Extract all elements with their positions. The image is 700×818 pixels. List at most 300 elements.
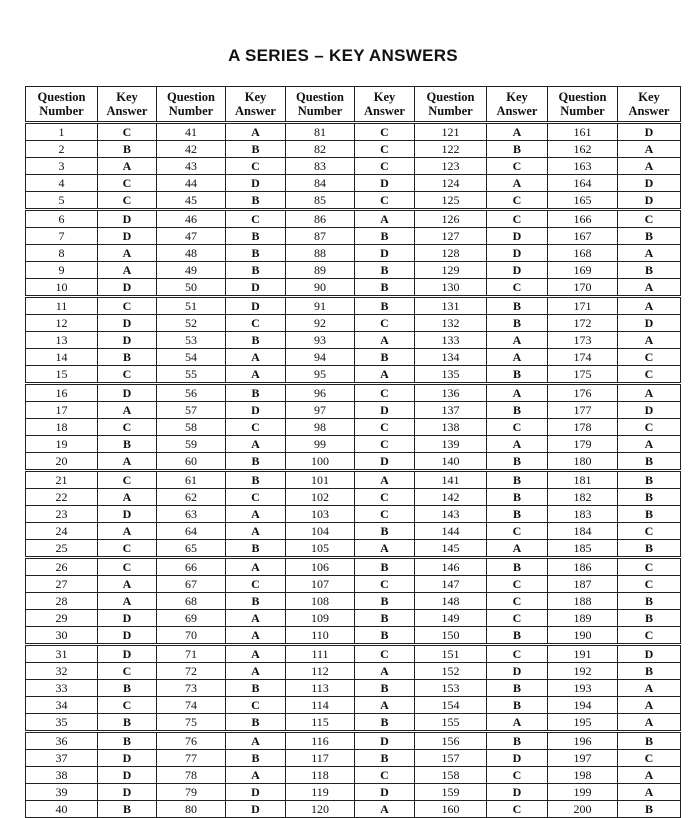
question-number-cell: 190 bbox=[548, 627, 618, 645]
question-number-cell: 46 bbox=[157, 210, 226, 228]
question-number-cell: 109 bbox=[286, 610, 355, 627]
question-number-cell: 188 bbox=[548, 593, 618, 610]
header-row bbox=[26, 87, 681, 123]
question-number-cell: 80 bbox=[157, 801, 226, 818]
key-answer-cell: D bbox=[98, 279, 157, 297]
key-answer-cell: A bbox=[618, 384, 681, 402]
question-number-cell: 96 bbox=[286, 384, 355, 402]
question-number-cell: 52 bbox=[157, 315, 226, 332]
question-number-cell: 199 bbox=[548, 784, 618, 801]
key-answer-cell: C bbox=[355, 645, 415, 663]
key-answer-cell: A bbox=[618, 332, 681, 349]
question-number-cell: 51 bbox=[157, 297, 226, 315]
question-number-cell: 61 bbox=[157, 471, 226, 489]
question-number-cell: 197 bbox=[548, 750, 618, 767]
key-answer-cell: A bbox=[355, 540, 415, 558]
key-answer-cell: C bbox=[355, 192, 415, 210]
key-answer-cell: C bbox=[487, 158, 548, 175]
key-answer-cell: A bbox=[98, 453, 157, 471]
key-answer-cell: D bbox=[355, 175, 415, 192]
key-answer-cell: A bbox=[226, 663, 286, 680]
question-number-cell: 2 bbox=[26, 141, 98, 158]
question-number-cell: 168 bbox=[548, 245, 618, 262]
question-number-cell: 67 bbox=[157, 576, 226, 593]
question-number-cell: 6 bbox=[26, 210, 98, 228]
key-answer-cell: C bbox=[226, 489, 286, 506]
key-answer-cell: C bbox=[618, 750, 681, 767]
key-answer-cell: D bbox=[618, 192, 681, 210]
question-number-cell: 165 bbox=[548, 192, 618, 210]
question-number-cell: 114 bbox=[286, 697, 355, 714]
key-answer-cell: C bbox=[226, 315, 286, 332]
question-number-cell: 150 bbox=[415, 627, 487, 645]
key-answer-cell: A bbox=[618, 697, 681, 714]
key-answer-cell: B bbox=[618, 732, 681, 750]
key-answer-cell: D bbox=[487, 245, 548, 262]
question-number-cell: 185 bbox=[548, 540, 618, 558]
key-answer-cell: B bbox=[355, 297, 415, 315]
key-answer-cell: B bbox=[355, 610, 415, 627]
key-answer-cell: B bbox=[98, 714, 157, 732]
question-number-cell: 45 bbox=[157, 192, 226, 210]
question-number-cell: 108 bbox=[286, 593, 355, 610]
key-answer-cell: B bbox=[618, 540, 681, 558]
question-number-cell: 139 bbox=[415, 436, 487, 453]
header-key-answer: Key Answer bbox=[487, 87, 548, 123]
key-answer-cell: D bbox=[355, 784, 415, 801]
key-answer-cell: A bbox=[487, 175, 548, 192]
question-number-cell: 54 bbox=[157, 349, 226, 366]
question-number-cell: 13 bbox=[26, 332, 98, 349]
key-answer-cell: A bbox=[618, 158, 681, 175]
question-number-cell: 100 bbox=[286, 453, 355, 471]
key-answer-cell: B bbox=[355, 680, 415, 697]
question-number-cell: 92 bbox=[286, 315, 355, 332]
question-number-cell: 87 bbox=[286, 228, 355, 245]
table-row bbox=[26, 419, 681, 436]
table-row bbox=[26, 489, 681, 506]
header-question-number: Question Number bbox=[548, 87, 618, 123]
question-number-cell: 40 bbox=[26, 801, 98, 818]
question-number-cell: 143 bbox=[415, 506, 487, 523]
header-key-answer: Key Answer bbox=[98, 87, 157, 123]
question-number-cell: 66 bbox=[157, 558, 226, 576]
key-answer-cell: A bbox=[226, 366, 286, 384]
question-number-cell: 102 bbox=[286, 489, 355, 506]
key-answer-cell: D bbox=[355, 245, 415, 262]
table-row bbox=[26, 315, 681, 332]
question-number-cell: 174 bbox=[548, 349, 618, 366]
table-row bbox=[26, 279, 681, 297]
key-answer-cell: A bbox=[355, 697, 415, 714]
question-number-cell: 30 bbox=[26, 627, 98, 645]
question-number-cell: 47 bbox=[157, 228, 226, 245]
question-number-cell: 33 bbox=[26, 680, 98, 697]
question-number-cell: 173 bbox=[548, 332, 618, 349]
table-row bbox=[26, 228, 681, 245]
table-row bbox=[26, 349, 681, 366]
question-number-cell: 111 bbox=[286, 645, 355, 663]
key-answer-cell: C bbox=[226, 158, 286, 175]
question-number-cell: 20 bbox=[26, 453, 98, 471]
key-answer-cell: C bbox=[98, 697, 157, 714]
key-answer-cell: B bbox=[618, 453, 681, 471]
question-number-cell: 26 bbox=[26, 558, 98, 576]
key-answer-cell: B bbox=[618, 471, 681, 489]
table-row bbox=[26, 245, 681, 262]
question-number-cell: 74 bbox=[157, 697, 226, 714]
key-answer-cell: D bbox=[226, 297, 286, 315]
key-answer-cell: A bbox=[618, 767, 681, 784]
question-number-cell: 106 bbox=[286, 558, 355, 576]
question-number-cell: 123 bbox=[415, 158, 487, 175]
key-answer-cell: B bbox=[487, 315, 548, 332]
key-answer-cell: D bbox=[226, 279, 286, 297]
question-number-cell: 175 bbox=[548, 366, 618, 384]
table-row bbox=[26, 593, 681, 610]
question-number-cell: 37 bbox=[26, 750, 98, 767]
question-number-cell: 137 bbox=[415, 402, 487, 419]
question-number-cell: 132 bbox=[415, 315, 487, 332]
question-number-cell: 34 bbox=[26, 697, 98, 714]
key-answer-cell: B bbox=[487, 297, 548, 315]
key-answer-cell: D bbox=[618, 645, 681, 663]
question-number-cell: 193 bbox=[548, 680, 618, 697]
key-answer-cell: C bbox=[618, 576, 681, 593]
question-number-cell: 76 bbox=[157, 732, 226, 750]
question-number-cell: 90 bbox=[286, 279, 355, 297]
key-answer-cell: B bbox=[487, 627, 548, 645]
key-answer-cell: D bbox=[618, 175, 681, 192]
key-answer-cell: C bbox=[226, 419, 286, 436]
key-answer-cell: A bbox=[98, 158, 157, 175]
question-number-cell: 98 bbox=[286, 419, 355, 436]
key-answer-cell: C bbox=[98, 540, 157, 558]
question-number-cell: 145 bbox=[415, 540, 487, 558]
key-answer-cell: A bbox=[487, 349, 548, 366]
key-answer-cell: B bbox=[618, 228, 681, 245]
question-number-cell: 22 bbox=[26, 489, 98, 506]
key-answer-cell: B bbox=[98, 801, 157, 818]
question-number-cell: 28 bbox=[26, 593, 98, 610]
header-question-number: Question Number bbox=[286, 87, 355, 123]
question-number-cell: 121 bbox=[415, 123, 487, 141]
key-answer-cell: B bbox=[226, 593, 286, 610]
key-answer-cell: C bbox=[355, 489, 415, 506]
question-number-cell: 79 bbox=[157, 784, 226, 801]
key-answer-cell: C bbox=[355, 506, 415, 523]
key-answer-cell: A bbox=[226, 627, 286, 645]
table-row bbox=[26, 506, 681, 523]
key-answer-cell: C bbox=[618, 558, 681, 576]
key-answer-cell: A bbox=[618, 279, 681, 297]
question-number-cell: 50 bbox=[157, 279, 226, 297]
key-answer-cell: B bbox=[618, 506, 681, 523]
key-answer-cell: B bbox=[355, 627, 415, 645]
key-answer-cell: B bbox=[487, 680, 548, 697]
key-answer-cell: A bbox=[226, 506, 286, 523]
question-number-cell: 48 bbox=[157, 245, 226, 262]
key-answer-cell: D bbox=[355, 453, 415, 471]
table-row bbox=[26, 384, 681, 402]
question-number-cell: 164 bbox=[548, 175, 618, 192]
question-number-cell: 23 bbox=[26, 506, 98, 523]
key-answer-cell: D bbox=[98, 627, 157, 645]
question-number-cell: 176 bbox=[548, 384, 618, 402]
question-number-cell: 81 bbox=[286, 123, 355, 141]
question-number-cell: 187 bbox=[548, 576, 618, 593]
key-answer-cell: B bbox=[618, 663, 681, 680]
key-answer-cell: D bbox=[487, 784, 548, 801]
key-answer-cell: B bbox=[355, 593, 415, 610]
key-answer-cell: C bbox=[355, 141, 415, 158]
key-answer-cell: D bbox=[487, 663, 548, 680]
question-number-cell: 152 bbox=[415, 663, 487, 680]
key-answer-cell: B bbox=[226, 192, 286, 210]
table-row bbox=[26, 436, 681, 453]
question-number-cell: 131 bbox=[415, 297, 487, 315]
key-answer-cell: B bbox=[355, 714, 415, 732]
key-answer-cell: B bbox=[226, 750, 286, 767]
question-number-cell: 43 bbox=[157, 158, 226, 175]
header-question-number: Question Number bbox=[157, 87, 226, 123]
key-answer-cell: A bbox=[355, 210, 415, 228]
key-answer-cell: C bbox=[98, 663, 157, 680]
question-number-cell: 182 bbox=[548, 489, 618, 506]
key-answer-cell: D bbox=[98, 384, 157, 402]
question-number-cell: 136 bbox=[415, 384, 487, 402]
table-row bbox=[26, 576, 681, 593]
key-answer-cell: C bbox=[487, 645, 548, 663]
question-number-cell: 148 bbox=[415, 593, 487, 610]
table-row bbox=[26, 558, 681, 576]
key-answer-cell: D bbox=[487, 750, 548, 767]
question-number-cell: 73 bbox=[157, 680, 226, 697]
key-answer-cell: D bbox=[98, 784, 157, 801]
question-number-cell: 135 bbox=[415, 366, 487, 384]
question-number-cell: 36 bbox=[26, 732, 98, 750]
question-number-cell: 99 bbox=[286, 436, 355, 453]
key-answer-cell: B bbox=[226, 245, 286, 262]
key-answer-cell: B bbox=[487, 558, 548, 576]
key-answer-cell: C bbox=[487, 419, 548, 436]
key-answer-cell: B bbox=[487, 471, 548, 489]
question-number-cell: 77 bbox=[157, 750, 226, 767]
question-number-cell: 125 bbox=[415, 192, 487, 210]
key-answer-cell: C bbox=[487, 801, 548, 818]
key-answer-cell: D bbox=[226, 784, 286, 801]
key-answer-cell: A bbox=[226, 436, 286, 453]
answer-key-table bbox=[25, 86, 681, 818]
key-answer-cell: B bbox=[618, 593, 681, 610]
key-answer-cell: C bbox=[355, 436, 415, 453]
question-number-cell: 198 bbox=[548, 767, 618, 784]
key-answer-cell: B bbox=[98, 680, 157, 697]
key-answer-cell: C bbox=[487, 192, 548, 210]
header-key-answer: Key Answer bbox=[618, 87, 681, 123]
key-answer-cell: B bbox=[226, 680, 286, 697]
key-answer-cell: A bbox=[487, 123, 548, 141]
question-number-cell: 49 bbox=[157, 262, 226, 279]
key-answer-cell: A bbox=[487, 436, 548, 453]
table-row bbox=[26, 453, 681, 471]
question-number-cell: 186 bbox=[548, 558, 618, 576]
key-answer-cell: C bbox=[487, 767, 548, 784]
question-number-cell: 1 bbox=[26, 123, 98, 141]
question-number-cell: 167 bbox=[548, 228, 618, 245]
question-number-cell: 126 bbox=[415, 210, 487, 228]
key-answer-cell: C bbox=[487, 210, 548, 228]
key-answer-cell: A bbox=[226, 349, 286, 366]
question-number-cell: 58 bbox=[157, 419, 226, 436]
question-number-cell: 119 bbox=[286, 784, 355, 801]
question-number-cell: 32 bbox=[26, 663, 98, 680]
key-answer-cell: B bbox=[355, 558, 415, 576]
key-answer-cell: D bbox=[226, 175, 286, 192]
key-answer-cell: C bbox=[98, 175, 157, 192]
key-answer-cell: B bbox=[226, 228, 286, 245]
key-answer-cell: A bbox=[98, 489, 157, 506]
key-answer-cell: C bbox=[618, 419, 681, 436]
question-number-cell: 94 bbox=[286, 349, 355, 366]
question-number-cell: 63 bbox=[157, 506, 226, 523]
question-number-cell: 124 bbox=[415, 175, 487, 192]
table-row bbox=[26, 192, 681, 210]
question-number-cell: 68 bbox=[157, 593, 226, 610]
key-answer-cell: B bbox=[487, 366, 548, 384]
table-row bbox=[26, 663, 681, 680]
key-answer-cell: A bbox=[226, 610, 286, 627]
key-answer-cell: C bbox=[487, 610, 548, 627]
key-answer-cell: A bbox=[98, 402, 157, 419]
question-number-cell: 171 bbox=[548, 297, 618, 315]
question-number-cell: 65 bbox=[157, 540, 226, 558]
key-answer-cell: D bbox=[487, 228, 548, 245]
key-answer-cell: A bbox=[226, 123, 286, 141]
key-answer-cell: B bbox=[487, 141, 548, 158]
question-number-cell: 69 bbox=[157, 610, 226, 627]
key-answer-cell: A bbox=[98, 262, 157, 279]
key-answer-cell: C bbox=[98, 123, 157, 141]
question-number-cell: 195 bbox=[548, 714, 618, 732]
question-number-cell: 151 bbox=[415, 645, 487, 663]
key-answer-cell: A bbox=[618, 680, 681, 697]
question-number-cell: 7 bbox=[26, 228, 98, 245]
question-number-cell: 110 bbox=[286, 627, 355, 645]
question-number-cell: 18 bbox=[26, 419, 98, 436]
question-number-cell: 191 bbox=[548, 645, 618, 663]
key-answer-cell: D bbox=[487, 262, 548, 279]
question-number-cell: 70 bbox=[157, 627, 226, 645]
key-answer-cell: C bbox=[355, 315, 415, 332]
question-number-cell: 157 bbox=[415, 750, 487, 767]
question-number-cell: 146 bbox=[415, 558, 487, 576]
question-number-cell: 107 bbox=[286, 576, 355, 593]
key-answer-cell: B bbox=[487, 697, 548, 714]
key-answer-cell: C bbox=[618, 523, 681, 540]
key-answer-cell: B bbox=[355, 279, 415, 297]
key-answer-cell: D bbox=[98, 767, 157, 784]
key-answer-cell: C bbox=[98, 192, 157, 210]
question-number-cell: 140 bbox=[415, 453, 487, 471]
question-number-cell: 149 bbox=[415, 610, 487, 627]
table-row bbox=[26, 158, 681, 175]
table-row bbox=[26, 540, 681, 558]
key-answer-cell: A bbox=[226, 645, 286, 663]
table-row bbox=[26, 714, 681, 732]
question-number-cell: 31 bbox=[26, 645, 98, 663]
key-answer-cell: B bbox=[226, 453, 286, 471]
answer-key-body bbox=[26, 123, 681, 818]
question-number-cell: 158 bbox=[415, 767, 487, 784]
question-number-cell: 117 bbox=[286, 750, 355, 767]
question-number-cell: 181 bbox=[548, 471, 618, 489]
table-row bbox=[26, 175, 681, 192]
key-answer-cell: C bbox=[355, 158, 415, 175]
key-answer-cell: D bbox=[98, 610, 157, 627]
table-row bbox=[26, 297, 681, 315]
question-number-cell: 14 bbox=[26, 349, 98, 366]
question-number-cell: 55 bbox=[157, 366, 226, 384]
question-number-cell: 184 bbox=[548, 523, 618, 540]
question-number-cell: 8 bbox=[26, 245, 98, 262]
key-answer-cell: D bbox=[98, 228, 157, 245]
question-number-cell: 162 bbox=[548, 141, 618, 158]
question-number-cell: 10 bbox=[26, 279, 98, 297]
table-row bbox=[26, 750, 681, 767]
question-number-cell: 129 bbox=[415, 262, 487, 279]
question-number-cell: 25 bbox=[26, 540, 98, 558]
key-answer-cell: A bbox=[98, 593, 157, 610]
table-row bbox=[26, 332, 681, 349]
question-number-cell: 194 bbox=[548, 697, 618, 714]
question-number-cell: 200 bbox=[548, 801, 618, 818]
question-number-cell: 163 bbox=[548, 158, 618, 175]
key-answer-cell: D bbox=[98, 332, 157, 349]
key-answer-cell: B bbox=[618, 489, 681, 506]
key-answer-cell: D bbox=[618, 402, 681, 419]
key-answer-cell: B bbox=[226, 384, 286, 402]
key-answer-cell: A bbox=[226, 767, 286, 784]
question-number-cell: 56 bbox=[157, 384, 226, 402]
table-row bbox=[26, 767, 681, 784]
question-number-cell: 12 bbox=[26, 315, 98, 332]
key-answer-cell: D bbox=[618, 123, 681, 141]
key-answer-cell: A bbox=[618, 714, 681, 732]
question-number-cell: 178 bbox=[548, 419, 618, 436]
question-number-cell: 196 bbox=[548, 732, 618, 750]
question-number-cell: 155 bbox=[415, 714, 487, 732]
key-answer-cell: B bbox=[487, 489, 548, 506]
question-number-cell: 84 bbox=[286, 175, 355, 192]
question-number-cell: 38 bbox=[26, 767, 98, 784]
key-answer-cell: A bbox=[618, 141, 681, 158]
question-number-cell: 138 bbox=[415, 419, 487, 436]
question-number-cell: 113 bbox=[286, 680, 355, 697]
question-number-cell: 4 bbox=[26, 175, 98, 192]
question-number-cell: 83 bbox=[286, 158, 355, 175]
question-number-cell: 144 bbox=[415, 523, 487, 540]
key-answer-cell: B bbox=[98, 141, 157, 158]
header-key-answer: Key Answer bbox=[355, 87, 415, 123]
question-number-cell: 16 bbox=[26, 384, 98, 402]
question-number-cell: 160 bbox=[415, 801, 487, 818]
header-question-number: Question Number bbox=[26, 87, 98, 123]
question-number-cell: 172 bbox=[548, 315, 618, 332]
key-answer-cell: C bbox=[226, 210, 286, 228]
key-answer-cell: C bbox=[98, 419, 157, 436]
table-row bbox=[26, 366, 681, 384]
